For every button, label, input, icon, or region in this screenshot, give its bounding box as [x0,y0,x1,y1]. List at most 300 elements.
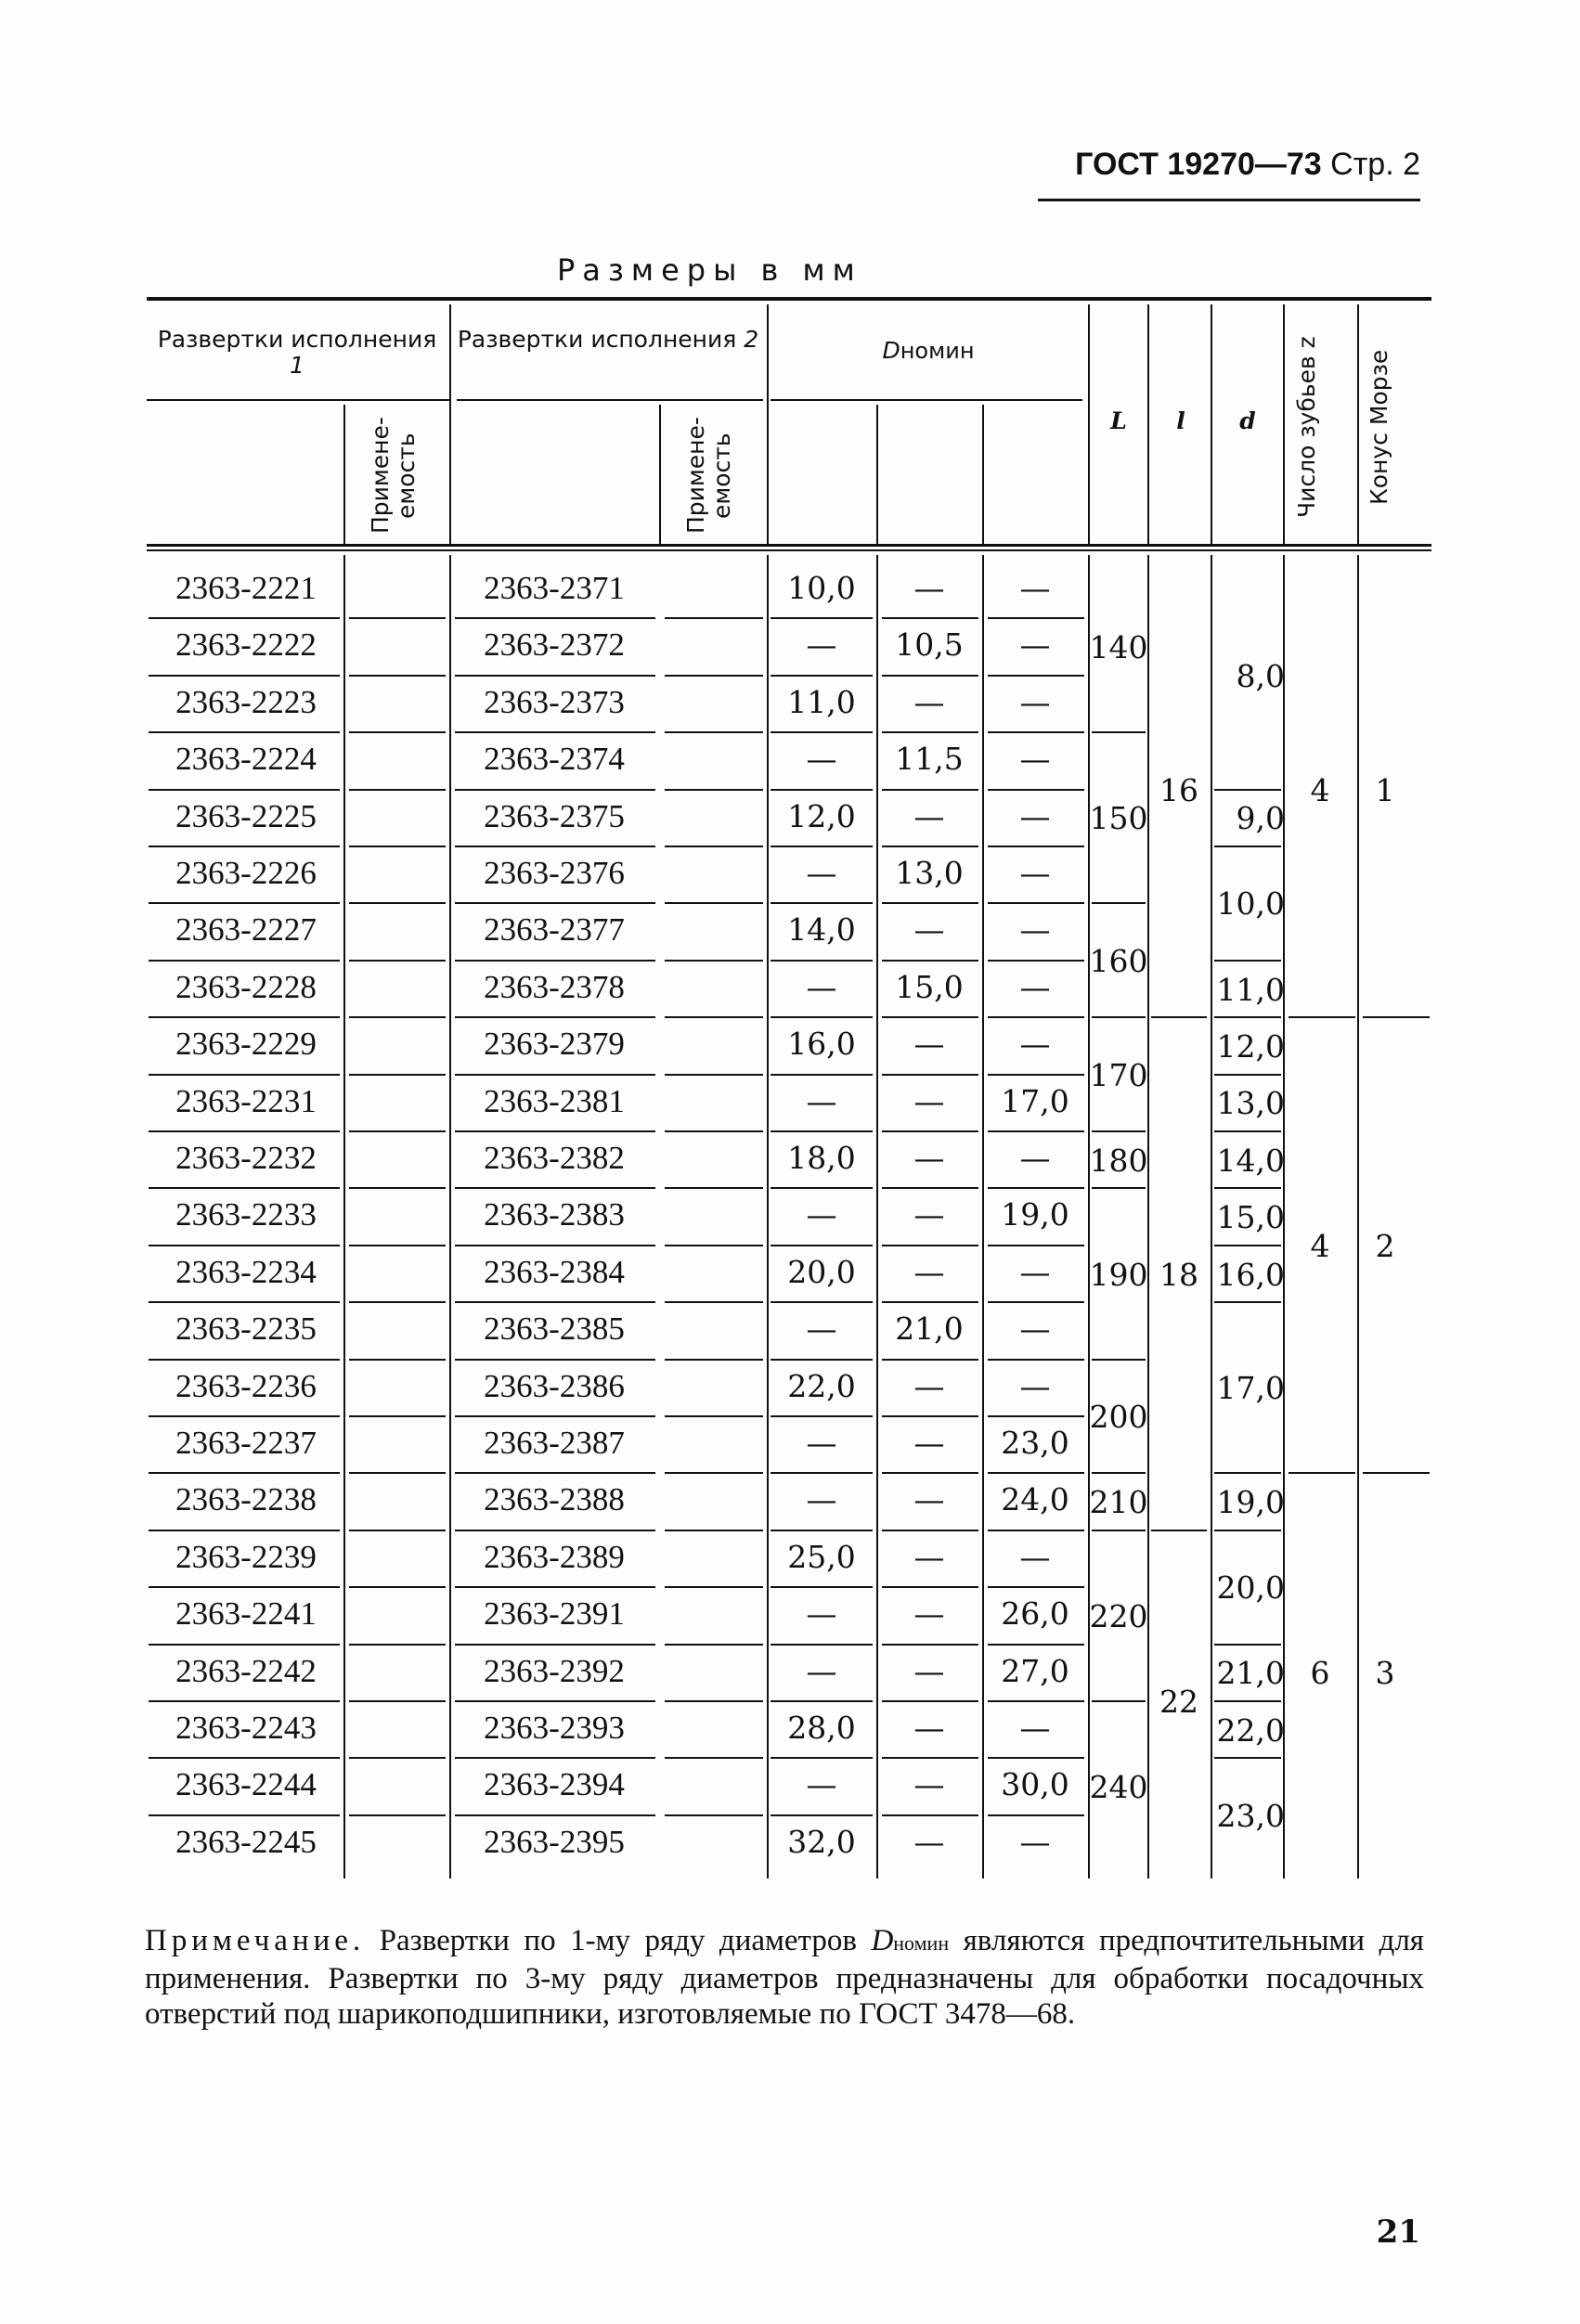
designation-2: 2363-2393 [484,1710,625,1746]
header-col-rule [449,304,451,544]
row-rule [349,1814,446,1816]
dnom-row3-value: 27,0 [1001,1652,1069,1689]
row-rule [988,675,1084,677]
dnom-row2-value: — [913,1425,945,1461]
row-rule [988,1074,1084,1076]
l-rule [1151,1016,1207,1018]
designation-2: 2363-2384 [484,1253,625,1290]
row-rule [149,1301,340,1303]
d-rule [1214,1530,1281,1531]
L-value: 220 [1089,1597,1148,1634]
row-rule [665,617,763,619]
row-rule [988,1814,1084,1816]
d-rule [1214,1130,1281,1132]
row-rule [665,1415,763,1417]
dnom-row3-value: — [1019,1140,1051,1176]
row-rule [149,1359,340,1361]
designation-2: 2363-2376 [484,855,625,891]
L-value: 180 [1089,1142,1148,1179]
L-rule [1092,1359,1146,1361]
d-rule [1214,1644,1281,1646]
L-value: 210 [1089,1484,1148,1521]
row-rule [988,731,1084,733]
dnom-row1-value: — [806,1481,837,1518]
designation-1: 2363-2229 [175,1026,317,1063]
col-L: L [1110,407,1127,434]
row-rule [349,1415,446,1417]
row-rule [882,960,978,962]
row-rule [882,1301,978,1303]
dnom-row2-value: — [913,1196,945,1233]
row-rule [882,1644,978,1646]
l-rule [1151,1530,1207,1531]
dnom-row1-value: — [806,1766,837,1803]
designation-1: 2363-2223 [175,683,317,720]
dnom-row1-value: — [806,1652,837,1689]
L-value: 160 [1089,942,1148,979]
d-rule [1214,1245,1281,1246]
designation-1: 2363-2241 [175,1595,317,1633]
morse-value: 3 [1375,1655,1395,1692]
row-rule [455,1814,655,1816]
col-l: l [1176,407,1185,434]
body-col-rule [1088,555,1090,1879]
page-header [975,147,1420,183]
row-rule [771,1644,873,1646]
designation-1: 2363-2242 [175,1652,317,1689]
row-rule [149,1472,340,1474]
designation-1: 2363-2234 [175,1253,317,1290]
note-text-b: являются предпочтительными для применения. Развертки по 3-му ряду диаметров предназначены для обработки посадочных отверстий под шарикоподшипники, изготовляемые по ГОСТ 3478—68. [145,1924,1424,2031]
d-rule [1214,1757,1281,1759]
row-rule [149,1187,340,1189]
dnom-row2-value: 21,0 [895,1310,964,1348]
dnom-row2-value: — [913,1253,945,1290]
row-rule [349,1245,446,1246]
d-value: 15,0 [1216,1199,1285,1236]
teeth-rule [1289,1472,1355,1474]
dnom-row2-value: 11,5 [895,741,964,778]
row-rule [455,1187,655,1189]
row-rule [771,1757,873,1759]
row-rule [455,675,655,677]
dnom-subscript: номин [900,338,975,364]
row-rule [665,1472,763,1474]
dnom-row3-value: — [1019,683,1051,720]
d-value: 13,0 [1216,1085,1285,1122]
row-rule [455,1301,655,1303]
dnom-row2-value: 13,0 [895,855,964,891]
note-d-subscript: номин [893,1931,950,1955]
row-rule [988,1187,1084,1189]
row-rule [349,1130,446,1132]
row-rule [149,1757,340,1759]
dnom-row1-value: — [806,741,837,778]
row-rule [149,675,340,677]
dnom-row1-value: 32,0 [787,1823,856,1860]
d-rule [1214,1074,1281,1076]
row-rule [349,1700,446,1702]
row-rule [771,1074,873,1076]
group1-title: Развертки исполнения [157,326,437,353]
d-value: 12,0 [1216,1027,1285,1065]
d-value: 23,0 [1216,1797,1285,1834]
dnom-row2-value: — [913,797,945,834]
dnom-row1-value: — [806,855,837,891]
row-rule [771,1415,873,1417]
row-rule [882,617,978,619]
L-value: 190 [1089,1256,1148,1293]
header-bottom-rule-2 [147,549,1431,551]
d-rule [1214,960,1281,962]
group2-num: 2 [744,326,759,353]
col-d: d [1239,407,1256,434]
d-rule [1214,789,1281,791]
row-rule [771,1814,873,1816]
dnom-row3-value: 23,0 [1001,1425,1069,1461]
header-col-rule [343,405,345,544]
group2-header [455,327,761,353]
row-rule [455,1245,655,1246]
row-rule [988,1472,1084,1474]
row-rule [455,1359,655,1361]
row-rule [771,675,873,677]
row-rule [665,1586,763,1588]
dnom-row1-value: — [806,1082,837,1119]
dnom-row3-value: 24,0 [1001,1481,1069,1518]
designation-1: 2363-2227 [175,911,317,949]
row-rule [455,617,655,619]
header-col-rule [876,405,878,544]
row-rule [665,789,763,791]
header-rule [1038,199,1420,201]
dnom-row3-value: — [1019,1823,1051,1860]
row-rule [882,1814,978,1816]
L-rule [1092,1700,1146,1702]
designation-2: 2363-2388 [484,1481,625,1518]
dnom-row3-value: 17,0 [1001,1082,1069,1119]
row-rule [349,1757,446,1759]
dnom-row3-value: — [1019,570,1051,606]
L-rule [1092,1472,1146,1474]
group2-title: Развертки исполнения [457,326,737,353]
row-rule [882,846,978,847]
designation-1: 2363-2222 [175,626,317,664]
row-rule [455,1415,655,1417]
dnom-row2-value: — [913,683,945,720]
L-value: 140 [1089,629,1148,666]
row-rule [455,1074,655,1076]
header-col-rule [767,304,769,544]
row-rule [665,1130,763,1132]
d-value: 19,0 [1216,1484,1285,1521]
row-rule [149,960,340,962]
row-rule [882,731,978,733]
designation-2: 2363-2372 [484,626,625,664]
header-col-rule [1147,304,1149,544]
dnom-row2-value: — [913,1823,945,1860]
designation-2: 2363-2378 [484,968,625,1005]
designation-2: 2363-2394 [484,1766,625,1803]
designation-2: 2363-2395 [484,1823,625,1860]
row-rule [455,1586,655,1588]
row-rule [882,1700,978,1702]
L-value: 170 [1089,1056,1148,1093]
designation-1: 2363-2244 [175,1766,317,1803]
row-rule [771,1130,873,1132]
d-value: 14,0 [1216,1142,1285,1179]
d-rule [1214,1472,1281,1474]
row-rule [349,1586,446,1588]
dnom-row2-value: — [913,570,945,606]
dnom-row2-value: — [913,1140,945,1176]
dnom-row3-value: — [1019,1367,1051,1404]
dnom-row3-value: — [1019,1710,1051,1746]
d-value: 16,0 [1216,1256,1285,1293]
L-value: 240 [1089,1769,1148,1806]
dnom-row3-value: — [1019,1538,1051,1575]
row-rule [455,1130,655,1132]
dnom-row2-value: — [913,911,945,949]
designation-2: 2363-2379 [484,1026,625,1063]
dnom-row1-value: — [806,626,837,664]
row-rule [665,902,763,904]
row-rule [988,1016,1084,1018]
col-applicability-1: Примене-емость [367,417,420,535]
row-rule [349,1301,446,1303]
dnom-row2-value: 15,0 [895,968,964,1005]
d-value: 22,0 [1216,1711,1285,1749]
dnom-row2-value: — [913,1481,945,1518]
table-note [145,1923,1424,2032]
row-rule [665,1814,763,1816]
dnom-row1-value: 18,0 [787,1140,856,1176]
dnom-row3-value: 30,0 [1001,1766,1069,1803]
row-rule [349,1016,446,1018]
d-value: 20,0 [1216,1569,1285,1607]
teeth-value: 6 [1310,1655,1330,1692]
designation-2: 2363-2387 [484,1425,625,1461]
row-rule [455,789,655,791]
L-rule [1092,1016,1146,1018]
dnom-row1-value: 10,0 [787,570,856,606]
designation-2: 2363-2374 [484,741,625,778]
row-rule [349,902,446,904]
dnom-row3-value: — [1019,797,1051,834]
group1-subrule [147,399,449,401]
dnom-row3-value: — [1019,1253,1051,1290]
row-rule [455,960,655,962]
row-rule [988,1700,1084,1702]
L-rule [1092,1130,1146,1132]
row-rule [882,1187,978,1189]
designation-2: 2363-2383 [484,1196,625,1233]
header-col-rule [1283,304,1285,544]
row-rule [988,1757,1084,1759]
l-value: 16 [1159,771,1198,808]
dnom-row2-value: — [913,1367,945,1404]
L-rule [1092,731,1146,733]
row-rule [988,902,1084,904]
header-bottom-rule [147,544,1431,547]
d-rule [1214,1700,1281,1702]
dnom-row3-value: — [1019,741,1051,778]
dnom-subrule [771,399,1082,401]
row-rule [665,1700,763,1702]
designation-2: 2363-2389 [484,1538,625,1575]
dnom-row1-value: 16,0 [787,1026,856,1063]
row-rule [771,846,873,847]
d-rule [1214,1187,1281,1189]
row-rule [771,617,873,619]
row-rule [882,1130,978,1132]
row-rule [771,1016,873,1018]
dnom-row3-value: — [1019,911,1051,949]
designation-2: 2363-2375 [484,797,625,834]
row-rule [149,731,340,733]
row-rule [149,1530,340,1531]
row-rule [349,1644,446,1646]
designation-2: 2363-2377 [484,911,625,949]
designation-1: 2363-2221 [175,570,317,606]
row-rule [882,675,978,677]
row-rule [771,731,873,733]
row-rule [665,1245,763,1246]
dnom-row2-value: — [913,1082,945,1119]
row-rule [771,789,873,791]
row-rule [665,1757,763,1759]
dnom-row3-value: — [1019,968,1051,1005]
note-text-a: Развертки по 1-му ряду диаметров [365,1924,872,1957]
row-rule [882,1757,978,1759]
dnom-row3-value: — [1019,626,1051,664]
header-col-rule [982,405,984,544]
dnom-row2-value: — [913,1026,945,1063]
dnom-row3-value: 26,0 [1001,1595,1069,1633]
d-value: 17,0 [1216,1370,1285,1407]
d-rule [1214,846,1281,847]
row-rule [455,1016,655,1018]
dnom-row2-value: — [913,1766,945,1803]
row-rule [882,1074,978,1076]
designation-2: 2363-2392 [484,1652,625,1689]
dnom-row2-value: — [913,1595,945,1633]
L-rule [1092,1530,1146,1531]
col-teeth: Число зубьев z [1293,336,1320,518]
note-d-symbol: D [871,1924,894,1957]
row-rule [988,1245,1084,1246]
row-rule [149,846,340,847]
body-col-rule [1147,555,1149,1879]
row-rule [349,1359,446,1361]
dnom-row1-value: — [806,1425,837,1461]
d-rule [1214,1016,1281,1018]
designation-1: 2363-2235 [175,1310,317,1348]
row-rule [882,789,978,791]
row-rule [771,1245,873,1246]
dnom-row2-value: — [913,1710,945,1746]
morse-value: 1 [1375,771,1395,808]
designation-2: 2363-2371 [484,570,625,606]
designation-1: 2363-2233 [175,1196,317,1233]
row-rule [882,1016,978,1018]
designation-1: 2363-2237 [175,1425,317,1461]
designation-2: 2363-2381 [484,1082,625,1119]
L-value: 150 [1089,800,1148,837]
teeth-rule [1289,1016,1355,1018]
designation-1: 2363-2236 [175,1367,317,1404]
row-rule [665,1187,763,1189]
group1-header [149,327,446,379]
row-rule [771,1359,873,1361]
teeth-value: 4 [1310,1227,1330,1264]
d-value: 8,0 [1236,657,1285,694]
row-rule [771,1586,873,1588]
dnom-row1-value: — [806,968,837,1005]
row-rule [149,1016,340,1018]
L-rule [1092,1187,1146,1189]
row-rule [149,1130,340,1132]
row-rule [665,846,763,847]
row-rule [149,1586,340,1588]
designation-1: 2363-2243 [175,1710,317,1746]
morse-rule [1363,1016,1430,1018]
dnom-header [771,338,1086,364]
row-rule [349,1472,446,1474]
designation-1: 2363-2238 [175,1481,317,1518]
L-rule [1092,902,1146,904]
row-rule [149,789,340,791]
row-rule [771,960,873,962]
dnom-row3-value: — [1019,1026,1051,1063]
d-value: 11,0 [1216,971,1285,1008]
row-rule [665,675,763,677]
body-col-rule [343,555,345,1879]
row-rule [988,1301,1084,1303]
group1-num: 1 [290,352,304,379]
row-rule [882,1359,978,1361]
standard-code: ГОСТ 19270—73 [1075,147,1322,182]
designation-1: 2363-2225 [175,797,317,834]
d-value: 10,0 [1216,885,1285,923]
dimensions-subtitle: Размеры в мм [557,252,862,288]
morse-rule [1363,1472,1430,1474]
page-number: 21 [1376,2214,1420,2251]
row-rule [771,1472,873,1474]
row-rule [882,1472,978,1474]
designation-2: 2363-2391 [484,1595,625,1633]
dnom-row1-value: — [806,1595,837,1633]
header-col-rule [1357,304,1359,544]
d-value: 21,0 [1216,1655,1285,1692]
dnom-row1-value: — [806,1310,837,1348]
dnom-row3-value: — [1019,855,1051,891]
designation-2: 2363-2373 [484,683,625,720]
teeth-value: 4 [1310,771,1330,808]
row-rule [349,1530,446,1531]
dnom-row1-value: 20,0 [787,1253,856,1290]
row-rule [149,1074,340,1076]
row-rule [455,1644,655,1646]
morse-value: 2 [1375,1227,1395,1264]
row-rule [988,617,1084,619]
l-value: 22 [1159,1684,1198,1720]
dnom-row1-value: 12,0 [787,797,856,834]
row-rule [455,846,655,847]
L-value: 200 [1089,1399,1148,1435]
dnom-row2-value: 10,5 [895,626,964,664]
row-rule [882,1245,978,1246]
